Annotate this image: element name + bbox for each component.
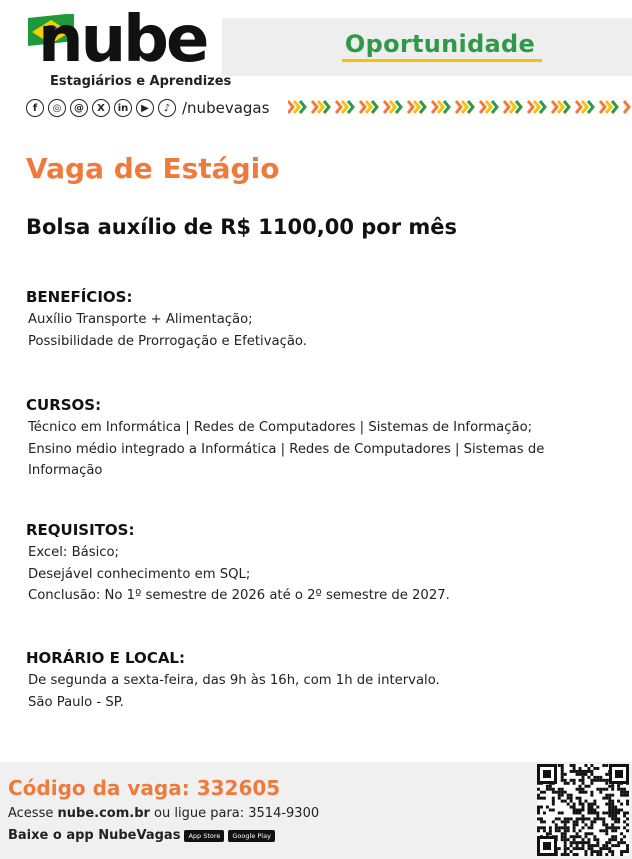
contact-line bbox=[8, 806, 319, 821]
job-code: Código da vaga: 332605 bbox=[8, 776, 281, 800]
linkedin-icon[interactable]: in bbox=[114, 99, 132, 117]
list-item: Técnico em Informática | Redes de Computadores | Sistemas de Informação; bbox=[28, 420, 533, 435]
social-handle[interactable]: /nubevagas bbox=[182, 99, 270, 117]
opportunity-badge: Oportunidade bbox=[344, 30, 536, 58]
schedule-list bbox=[28, 670, 588, 713]
badge-underline bbox=[342, 59, 542, 62]
x-icon[interactable]: X bbox=[92, 99, 110, 117]
list-item: São Paulo - SP. bbox=[28, 694, 124, 710]
app-store-badge[interactable]: App Store bbox=[184, 830, 224, 842]
salary: Bolsa auxílio de R$ 1100,00 por mês bbox=[26, 215, 458, 239]
app-line bbox=[8, 828, 275, 843]
requirements-list bbox=[28, 542, 588, 607]
site-link[interactable]: nube.com.br bbox=[57, 806, 150, 821]
tiktok-icon[interactable]: ♪ bbox=[158, 99, 176, 117]
contact-suffix: ou ligue para: 3514-9300 bbox=[149, 806, 320, 821]
nube-logo bbox=[26, 3, 232, 94]
requirements-heading: REQUISITOS: bbox=[26, 521, 135, 539]
benefits-list bbox=[28, 309, 588, 352]
list-item: Ensino médio integrado a Informática | Redes de Computadores | Sistemas de Informação bbox=[28, 441, 545, 478]
instagram-icon[interactable]: ◎ bbox=[48, 99, 66, 117]
logo-subtitle: Estagiários e Aprendizes bbox=[50, 74, 232, 89]
courses-heading: CURSOS: bbox=[26, 396, 102, 414]
facebook-icon[interactable]: f bbox=[26, 99, 44, 117]
threads-icon[interactable]: @ bbox=[70, 99, 88, 117]
benefits-heading: BENEFÍCIOS: bbox=[26, 288, 133, 306]
job-title: Vaga de Estágio bbox=[26, 152, 280, 185]
list-item: Desejável conhecimento em SQL; bbox=[28, 566, 251, 582]
list-item: Excel: Básico; bbox=[28, 545, 119, 560]
schedule-heading: HORÁRIO E LOCAL: bbox=[26, 649, 185, 667]
contact-prefix: Acesse bbox=[8, 806, 58, 821]
chevron-pattern-icon bbox=[288, 98, 632, 116]
list-item: Auxílio Transporte + Alimentação; bbox=[28, 312, 253, 327]
app-text: Baixe o app NubeVagas bbox=[8, 828, 181, 843]
list-item: De segunda a sexta-feira, das 9h às 16h, com 1h de intervalo. bbox=[28, 673, 440, 688]
list-item: Possibilidade de Prorrogação e Efetivação. bbox=[28, 333, 307, 349]
youtube-icon[interactable]: ▶ bbox=[136, 99, 154, 117]
courses-list bbox=[28, 417, 558, 482]
social-bar bbox=[26, 96, 269, 120]
list-item: Conclusão: No 1º semestre de 2026 até o 2º semestre de 2027. bbox=[28, 588, 450, 603]
logo-wordmark: nube bbox=[38, 3, 207, 77]
google-play-badge[interactable]: Google Play bbox=[228, 830, 275, 842]
qr-code-icon[interactable] bbox=[537, 764, 629, 856]
